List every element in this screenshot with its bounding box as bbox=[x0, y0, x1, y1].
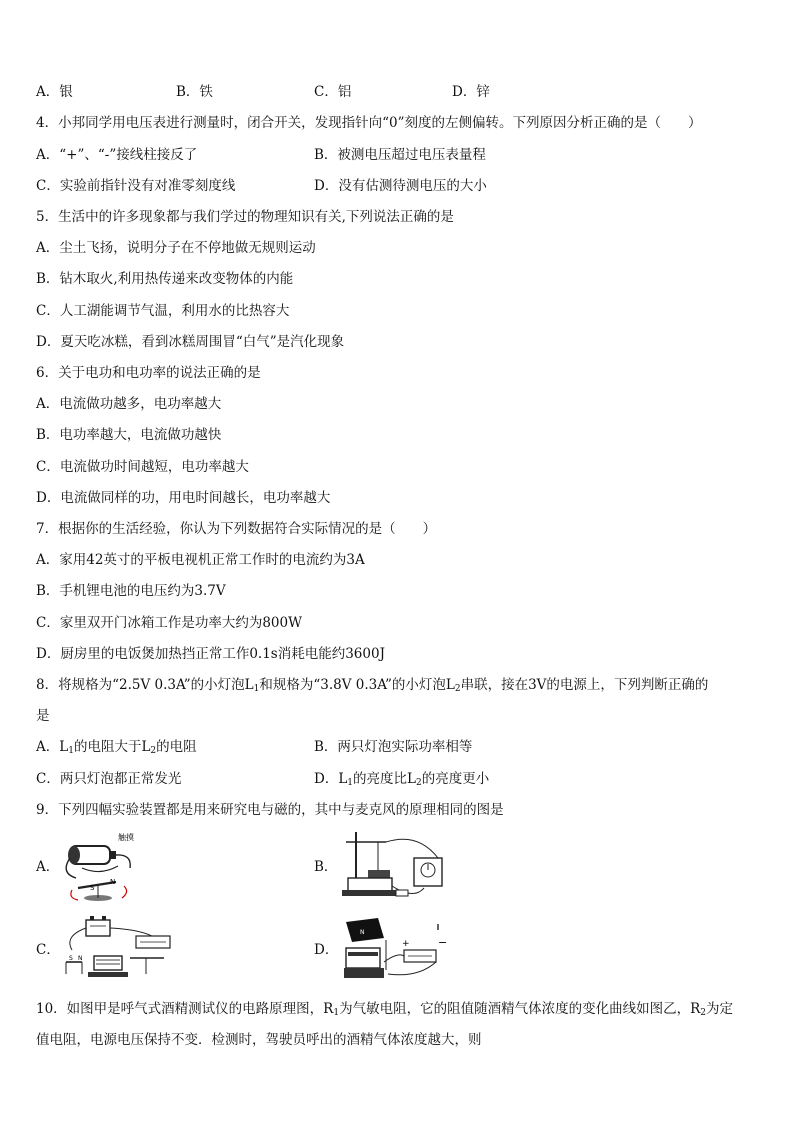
q7-option-c: C．家里双开门冰箱工作是功率大约为800W bbox=[36, 615, 302, 631]
q9-stem: 9．下列四幅实验装置都是用来研究电与磁的，其中与麦克风的原理相同的图是 bbox=[36, 802, 504, 818]
q8-a-sub2: 2 bbox=[150, 746, 157, 756]
q7-stem: 7．根据你的生活经验，你认为下列数据符合实际情况的是（ ） bbox=[36, 521, 437, 537]
q4-option-b: B．被测电压超过电压表量程 bbox=[314, 147, 486, 163]
q7-option-a: A．家用42英寸的平板电视机正常工作时的电流约为3A bbox=[36, 552, 365, 568]
q8-a-part3: 的电阻 bbox=[156, 739, 197, 755]
q4-option-d: D．没有估测待测电压的大小 bbox=[314, 178, 487, 194]
svg-text:N: N bbox=[360, 929, 365, 936]
q7-option-d: D．厨房里的电饭煲加热挡正常工作0.1s消耗电能约3600J bbox=[36, 646, 385, 662]
q5-option-a: A．尘土飞扬，说明分子在不停地做无规则运动 bbox=[36, 240, 316, 256]
q8-d-part3: 的亮度更小 bbox=[421, 771, 490, 787]
q8-stem-line1 bbox=[36, 676, 708, 698]
q8-d-sub2: 2 bbox=[416, 778, 422, 788]
q3-option-b: B．铁 bbox=[176, 84, 213, 100]
q3-option-a: A．银 bbox=[36, 84, 73, 100]
q8-option-a bbox=[36, 738, 197, 760]
svg-text:N: N bbox=[78, 955, 83, 962]
q5-option-d: D．夏天吃冰糕，看到冰糕周围冒“白气”是汽化现象 bbox=[36, 334, 345, 350]
q6-stem: 6．关于电功和电功率的说法正确的是 bbox=[36, 365, 261, 381]
q9-figure-c bbox=[60, 914, 178, 984]
q10-sub-1: 1 bbox=[333, 1008, 340, 1018]
q8-stem-part3: 串联，接在3V的电源上，下列判断正确的 bbox=[460, 677, 709, 693]
q8-d-sub1: 1 bbox=[347, 778, 354, 788]
q8-a-sub1: 1 bbox=[68, 746, 74, 756]
svg-text:S: S bbox=[69, 955, 73, 962]
svg-text:N: N bbox=[110, 878, 116, 886]
q3-option-c: C．铝 bbox=[314, 84, 352, 100]
q9-option-d: D． bbox=[314, 942, 339, 958]
q3-option-d: D．锌 bbox=[452, 84, 490, 100]
q8-d-part2: 的亮度比L bbox=[353, 771, 416, 787]
q9-option-b: B． bbox=[314, 859, 338, 875]
q10-line1 bbox=[36, 1000, 733, 1022]
q8-stem-part2: 和规格为“3.8V 0.3A”的小灯泡L bbox=[259, 677, 455, 693]
q5-option-b: B．钻木取火,利用热传递来改变物体的内能 bbox=[36, 271, 294, 287]
q9-figure-a bbox=[60, 828, 142, 906]
q4-option-a: A．“+”、“-”接线柱接反了 bbox=[36, 147, 198, 163]
q10-part1: 10．如图甲是呼气式酒精测试仪的电路原理图，R bbox=[36, 1001, 334, 1017]
q4-option-c: C．实验前指针没有对准零刻度线 bbox=[36, 178, 236, 194]
svg-text:S: S bbox=[90, 884, 95, 892]
q5-option-c: C．人工湖能调节气温，利用水的比热容大 bbox=[36, 303, 290, 319]
q5-stem: 5．生活中的许多现象都与我们学过的物理知识有关,下列说法正确的是 bbox=[36, 209, 454, 225]
q4-stem: 4．小邦同学用电压表进行测量时，闭合开关，发现指针向“0”刻度的左侧偏转。下列原因分析正确的是（ ） bbox=[36, 115, 702, 131]
q10-line2: 值电阻，电源电压保持不变．检测时，驾驶员呼出的酒精气体浓度越大，则 bbox=[36, 1032, 482, 1048]
q9-figure-d bbox=[338, 912, 448, 982]
q10-part3: 为定 bbox=[705, 1001, 733, 1017]
q8-a-part1: A．L bbox=[36, 739, 69, 755]
q8-stem-line2: 是 bbox=[36, 708, 50, 724]
svg-text:−: − bbox=[438, 936, 448, 949]
q9-figure-b bbox=[338, 828, 446, 906]
svg-text:+: + bbox=[402, 939, 410, 949]
q6-option-d: D．电流做同样的功，用电时间越长，电功率越大 bbox=[36, 490, 331, 506]
q8-option-c: C．两只灯泡都正常发光 bbox=[36, 771, 182, 787]
q6-option-b: B．电功率越大，电流做功越快 bbox=[36, 427, 222, 443]
q8-d-part1: D．L bbox=[314, 771, 348, 787]
q8-option-d bbox=[314, 770, 489, 792]
q8-sub-2: 2 bbox=[454, 684, 461, 694]
q8-option-b: B．两只灯泡实际功率相等 bbox=[314, 739, 473, 755]
q8-sub-1: 1 bbox=[253, 684, 260, 694]
q8-a-part2: 的电阻大于L bbox=[73, 739, 151, 755]
q6-option-c: C．电流做功时间越短，电功率越大 bbox=[36, 459, 249, 475]
q10-part2: 为气敏电阻，它的阻值随酒精气体浓度的变化曲线如图乙，R bbox=[339, 1001, 701, 1017]
q10-sub-2: 2 bbox=[700, 1008, 706, 1018]
q6-option-a: A．电流做功越多，电功率越大 bbox=[36, 396, 222, 412]
q9-option-a: A． bbox=[36, 859, 60, 875]
q9-option-c: C． bbox=[36, 942, 60, 958]
fig-a-label: 触摸 bbox=[118, 833, 134, 842]
q7-option-b: B．手机锂电池的电压约为3.7V bbox=[36, 583, 226, 599]
q8-stem-part1: 8．将规格为“2.5V 0.3A”的小灯泡L bbox=[36, 677, 254, 693]
